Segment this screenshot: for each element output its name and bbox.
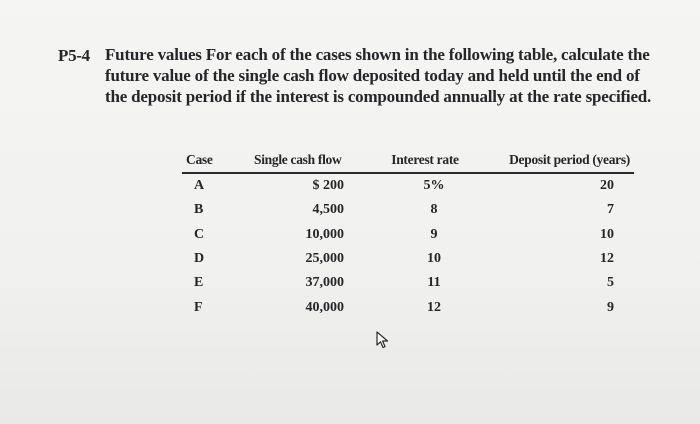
- cell-case: E: [194, 275, 204, 291]
- cell-case: D: [194, 251, 205, 267]
- header-deposit-period: Deposit period (years): [484, 152, 634, 173]
- cell-cash-flow: 25,000: [305, 251, 344, 267]
- mouse-pointer-icon: [376, 331, 390, 349]
- cell-interest-rate: 11: [427, 275, 441, 291]
- cell-deposit-period: 20: [600, 178, 614, 194]
- cell-interest-rate: 9: [430, 226, 438, 242]
- cell-interest-rate: 10: [427, 251, 441, 267]
- table-row: [182, 223, 634, 247]
- cell-interest-rate: 12: [427, 299, 441, 315]
- cell-case: C: [194, 226, 205, 242]
- problem-statement: [105, 44, 665, 107]
- table-row: [182, 198, 634, 222]
- cell-case: F: [194, 299, 203, 315]
- cell-cash-flow: 40,000: [305, 299, 344, 315]
- cell-cash-flow: 10,000: [305, 226, 344, 242]
- cell-interest-rate: 8: [430, 202, 438, 218]
- table-row: [182, 295, 634, 319]
- cases-table: [182, 152, 634, 320]
- table-row: [182, 173, 634, 198]
- cell-deposit-period: 7: [607, 202, 614, 218]
- cell-case: A: [194, 178, 205, 194]
- problem-title: Future values: [105, 45, 202, 64]
- table-row: [182, 271, 634, 295]
- problem-number: P5-4: [58, 46, 90, 65]
- cell-deposit-period: 9: [607, 299, 614, 315]
- problem-body: For each of the cases shown in the following table, calculate the future value of the single cash flow deposited today and held until the end of the deposit period if the interest is compounded annually at the rate specified.: [105, 45, 652, 106]
- cell-case: B: [194, 202, 204, 218]
- cell-cash-flow: 37,000: [305, 275, 344, 291]
- table-header-row: [182, 152, 634, 173]
- cell-deposit-period: 10: [600, 226, 614, 242]
- header-cash-flow: Single cash flow: [246, 152, 366, 173]
- cell-cash-flow: 4,500: [312, 202, 344, 218]
- cell-interest-rate: 5%: [423, 178, 445, 194]
- cell-deposit-period: 5: [607, 275, 614, 291]
- cell-cash-flow: $ 200: [312, 178, 344, 194]
- header-case: Case: [182, 152, 246, 173]
- header-interest-rate: Interest rate: [366, 152, 484, 173]
- cell-deposit-period: 12: [600, 251, 614, 267]
- table-row: [182, 247, 634, 271]
